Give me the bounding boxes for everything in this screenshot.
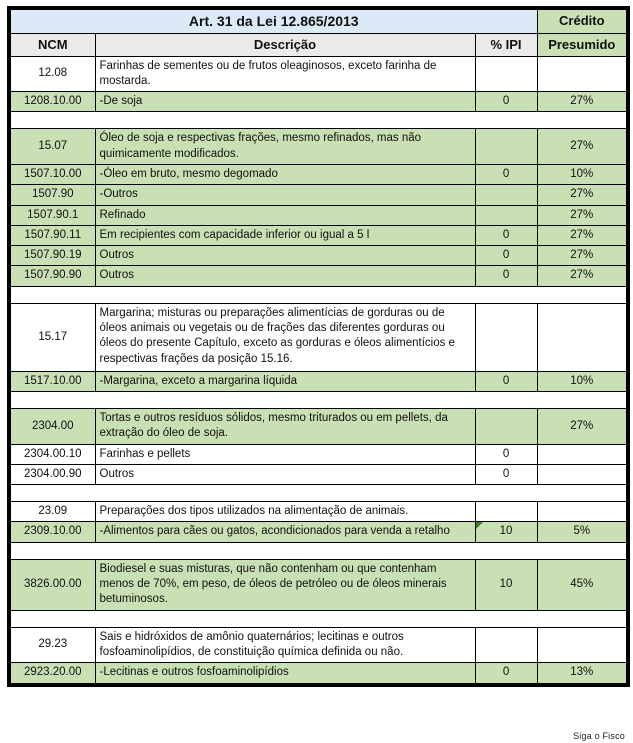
cell-ncm[interactable]: 1507.90	[9, 185, 95, 205]
comment-flag-icon	[476, 522, 483, 529]
ncm-credit-table	[7, 6, 630, 687]
cell-ncm[interactable]: 3826.00.00	[9, 559, 95, 610]
credit-header-top	[537, 8, 628, 33]
cell-ipi[interactable]	[475, 225, 537, 245]
cell-ncm[interactable]: 2304.00.10	[9, 444, 95, 464]
cell-credito-presumido[interactable]: 27%	[537, 205, 628, 225]
cell-credito-presumido[interactable]: 27%	[537, 408, 628, 444]
spacer-row	[9, 391, 628, 408]
cell-credito-presumido[interactable]: 27%	[537, 246, 628, 266]
table-row[interactable]	[9, 522, 628, 542]
cell-credito-presumido[interactable]	[537, 502, 628, 522]
cell-ipi[interactable]	[475, 371, 537, 391]
cell-ipi[interactable]	[475, 464, 537, 484]
cell-credito-presumido[interactable]	[537, 627, 628, 663]
table-row[interactable]	[9, 246, 628, 266]
table-row[interactable]	[9, 165, 628, 185]
table-row[interactable]	[9, 92, 628, 112]
cell-ipi[interactable]	[475, 246, 537, 266]
table-title-row	[9, 8, 628, 33]
cell-ipi-value: 0	[502, 228, 510, 241]
cell-credito-presumido[interactable]: 10%	[537, 165, 628, 185]
cell-ipi-value: 0	[502, 467, 510, 480]
spacer-cell	[9, 610, 628, 627]
cell-ncm[interactable]: 1507.90.19	[9, 246, 95, 266]
cell-descricao[interactable]: Refinado	[95, 205, 475, 225]
table-row[interactable]	[9, 205, 628, 225]
cell-ncm[interactable]: 2304.00	[9, 408, 95, 444]
cell-descricao[interactable]: -Margarina, exceto a margarina líquida	[95, 371, 475, 391]
cell-credito-presumido[interactable]: 13%	[537, 663, 628, 685]
cell-ipi[interactable]	[475, 56, 537, 92]
cell-ipi-value: 10	[499, 525, 513, 538]
cell-credito-presumido[interactable]	[537, 303, 628, 371]
cell-credito-presumido[interactable]: 10%	[537, 371, 628, 391]
cell-ncm[interactable]: 15.07	[9, 129, 95, 165]
spacer-cell	[9, 286, 628, 303]
cell-credito-presumido[interactable]: 27%	[537, 129, 628, 165]
cell-credito-presumido[interactable]	[537, 464, 628, 484]
cell-ipi-value: 0	[502, 249, 510, 262]
cell-ipi-value: 0	[502, 447, 510, 460]
cell-ipi[interactable]	[475, 205, 537, 225]
table-row[interactable]	[9, 303, 628, 371]
cell-ipi-value: 0	[502, 168, 510, 181]
table-row[interactable]	[9, 266, 628, 286]
cell-ncm[interactable]: 12.08	[9, 56, 95, 92]
page-title: Art. 31 da Lei 12.865/2013	[9, 8, 537, 33]
table-row[interactable]	[9, 663, 628, 685]
cell-descricao[interactable]: Outros	[95, 266, 475, 286]
cell-ncm[interactable]: 2309.10.00	[9, 522, 95, 542]
cell-ipi[interactable]	[475, 627, 537, 663]
table-row[interactable]	[9, 559, 628, 610]
column-header-descricao: Descrição	[95, 33, 475, 56]
cell-ncm[interactable]: 23.09	[9, 502, 95, 522]
table-row[interactable]	[9, 225, 628, 245]
table-row[interactable]	[9, 464, 628, 484]
cell-ipi-value: 10	[499, 578, 513, 591]
spacer-row	[9, 112, 628, 129]
cell-credito-presumido[interactable]: 27%	[537, 92, 628, 112]
cell-ncm[interactable]: 2304.00.90	[9, 464, 95, 484]
cell-ipi[interactable]	[475, 129, 537, 165]
cell-descricao[interactable]: -Outros	[95, 185, 475, 205]
cell-credito-presumido[interactable]: 5%	[537, 522, 628, 542]
cell-descricao[interactable]: Em recipientes com capacidade inferior ou igual a 5 l	[95, 225, 475, 245]
table-row[interactable]	[9, 627, 628, 663]
spacer-row	[9, 542, 628, 559]
watermark: Siga o Fisco	[573, 731, 625, 741]
spacer-row	[9, 610, 628, 627]
cell-ipi[interactable]	[475, 185, 537, 205]
cell-credito-presumido[interactable]: 45%	[537, 559, 628, 610]
cell-ipi[interactable]	[475, 165, 537, 185]
cell-ipi-value: 0	[502, 269, 510, 282]
spacer-cell	[9, 112, 628, 129]
cell-descricao[interactable]: Outros	[95, 246, 475, 266]
spacer-row	[9, 286, 628, 303]
cell-credito-presumido[interactable]: 27%	[537, 266, 628, 286]
cell-descricao[interactable]: Outros	[95, 464, 475, 484]
cell-ipi[interactable]	[475, 663, 537, 685]
cell-descricao[interactable]: -Óleo em bruto, mesmo degomado	[95, 165, 475, 185]
cell-ncm[interactable]: 1208.10.00	[9, 92, 95, 112]
cell-descricao[interactable]: Farinhas de sementes ou de frutos oleaginosos, exceto farinha de mostarda.	[95, 56, 475, 92]
cell-ipi-value: 0	[502, 666, 510, 679]
cell-credito-presumido[interactable]: 27%	[537, 185, 628, 205]
cell-descricao[interactable]: -Lecitinas e outros fosfoaminolipídios	[95, 663, 475, 685]
spacer-cell	[9, 485, 628, 502]
cell-ipi[interactable]	[475, 502, 537, 522]
column-header-ncm: NCM	[9, 33, 95, 56]
table-row[interactable]	[9, 56, 628, 92]
cell-descricao[interactable]: Biodiesel e suas misturas, que não contenham ou que contenham menos de 70%, em peso, de óleos de petróleo ou de óleos minerais betuminosos.	[95, 559, 475, 610]
cell-ipi-value: 0	[502, 95, 510, 108]
credit-header-bottom: Presumido	[537, 33, 628, 56]
cell-descricao[interactable]: Preparações dos tipos utilizados na alimentação de animais.	[95, 502, 475, 522]
spacer-cell	[9, 542, 628, 559]
cell-credito-presumido[interactable]: 27%	[537, 225, 628, 245]
cell-credito-presumido[interactable]	[537, 444, 628, 464]
cell-ncm[interactable]: 15.17	[9, 303, 95, 371]
table-row[interactable]	[9, 371, 628, 391]
spacer-row	[9, 485, 628, 502]
cell-ncm[interactable]: 1507.10.00	[9, 165, 95, 185]
cell-descricao[interactable]: Tortas e outros resíduos sólidos, mesmo triturados ou em pellets, da extração do óleo de soja.	[95, 408, 475, 444]
cell-ipi[interactable]	[475, 92, 537, 112]
cell-descricao[interactable]: Margarina; misturas ou preparações alimentícias de gorduras ou de óleos animais ou vegetais ou de frações das diferentes gorduras ou óleos do presente Capítulo, exceto as gorduras e óleos alimentícios e respectivas frações da posição 15.16.	[95, 303, 475, 371]
table-row[interactable]	[9, 444, 628, 464]
table-body	[9, 8, 628, 685]
cell-ncm[interactable]: 1517.10.00	[9, 371, 95, 391]
cell-descricao[interactable]: -De soja	[95, 92, 475, 112]
column-header-ipi: % IPI	[475, 33, 537, 56]
cell-descricao[interactable]: Farinhas e pellets	[95, 444, 475, 464]
cell-ipi[interactable]	[475, 266, 537, 286]
cell-ncm[interactable]: 1507.90.1	[9, 205, 95, 225]
cell-credito-presumido[interactable]	[537, 56, 628, 92]
cell-descricao[interactable]: Óleo de soja e respectivas frações, mesmo refinados, mas não quimicamente modificados.	[95, 129, 475, 165]
cell-ncm[interactable]: 2923.20.00	[9, 663, 95, 685]
cell-descricao[interactable]: Sais e hidróxidos de amônio quaternários; lecitinas e outros fosfoaminolipídios, de constituição química definida ou não.	[95, 627, 475, 663]
table-row[interactable]	[9, 408, 628, 444]
cell-ipi[interactable]	[475, 303, 537, 371]
spacer-cell	[9, 391, 628, 408]
table-row[interactable]	[9, 502, 628, 522]
cell-ncm[interactable]: 1507.90.11	[9, 225, 95, 245]
cell-ipi[interactable]	[475, 559, 537, 610]
cell-ncm[interactable]: 29.23	[9, 627, 95, 663]
cell-ipi-value: 0	[502, 374, 510, 387]
column-header-row	[9, 33, 628, 56]
table-row[interactable]	[9, 185, 628, 205]
cell-ipi[interactable]	[475, 522, 537, 542]
cell-ncm[interactable]: 1507.90.90	[9, 266, 95, 286]
cell-ipi[interactable]	[475, 444, 537, 464]
cell-descricao[interactable]: -Alimentos para cães ou gatos, acondicionados para venda a retalho	[95, 522, 475, 542]
cell-ipi[interactable]	[475, 408, 537, 444]
table-row[interactable]	[9, 129, 628, 165]
credit-header-line1: Crédito	[559, 12, 605, 28]
